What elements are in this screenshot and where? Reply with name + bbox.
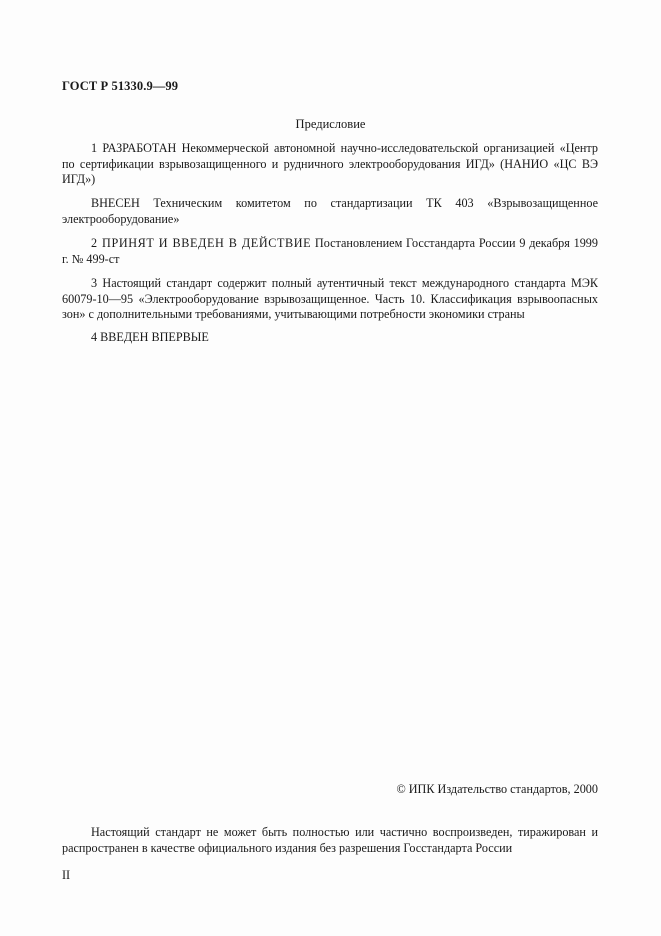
reproduction-notice: Настоящий стандарт не может быть полностью или частично воспроизведен, тиражирован и распространен в качестве официального издания без разрешения Госстандарта России xyxy=(62,825,598,855)
paragraph-text: Постановлением Госстандарта России 9 декабря 1999 г. № 499-ст xyxy=(62,236,598,266)
paragraph-adopted xyxy=(62,236,598,267)
paragraph-standard-content xyxy=(62,276,598,323)
paragraph-text: Некоммерческой автономной научно-исследовательской организацией «Центр по сертификации взрывозащищенного и рудничного электрооборудования ИГД» (НАНИО «ЦС ВЭ ИГД») xyxy=(62,141,598,186)
paragraph-lead: 2 ПРИНЯТ И ВВЕДЕН В ДЕЙСТВИЕ xyxy=(91,236,312,250)
paragraph-text: 3 Настоящий стандарт содержит полный аутентичный текст международного стандарта МЭК 60079-10—95 «Электрооборудование взрывозащищенное. Часть 10. Классификация взрывоопасных зон» с дополнительными требованиями, учитывающими потребности экономики страны xyxy=(62,276,598,321)
copyright-line: © ИПК Издательство стандартов, 2000 xyxy=(396,782,598,796)
paragraph-first-introduced xyxy=(62,330,598,346)
page-title: Предисловие xyxy=(295,117,366,131)
paragraph-introduced xyxy=(62,196,598,227)
paragraph-text: Техническим комитетом по стандартизации ТК 403 «Взрывозащищенное электрооборудование» xyxy=(62,196,598,226)
paragraph-lead: ВНЕСЕН xyxy=(91,196,140,210)
document-code: ГОСТ Р 51330.9—99 xyxy=(62,79,179,93)
paragraph-lead: 1 РАЗРАБОТАН xyxy=(91,141,177,155)
paragraph-developed xyxy=(62,141,598,188)
page-number: II xyxy=(62,868,71,882)
paragraph-lead: 4 ВВЕДЕН ВПЕРВЫЕ xyxy=(91,330,209,344)
